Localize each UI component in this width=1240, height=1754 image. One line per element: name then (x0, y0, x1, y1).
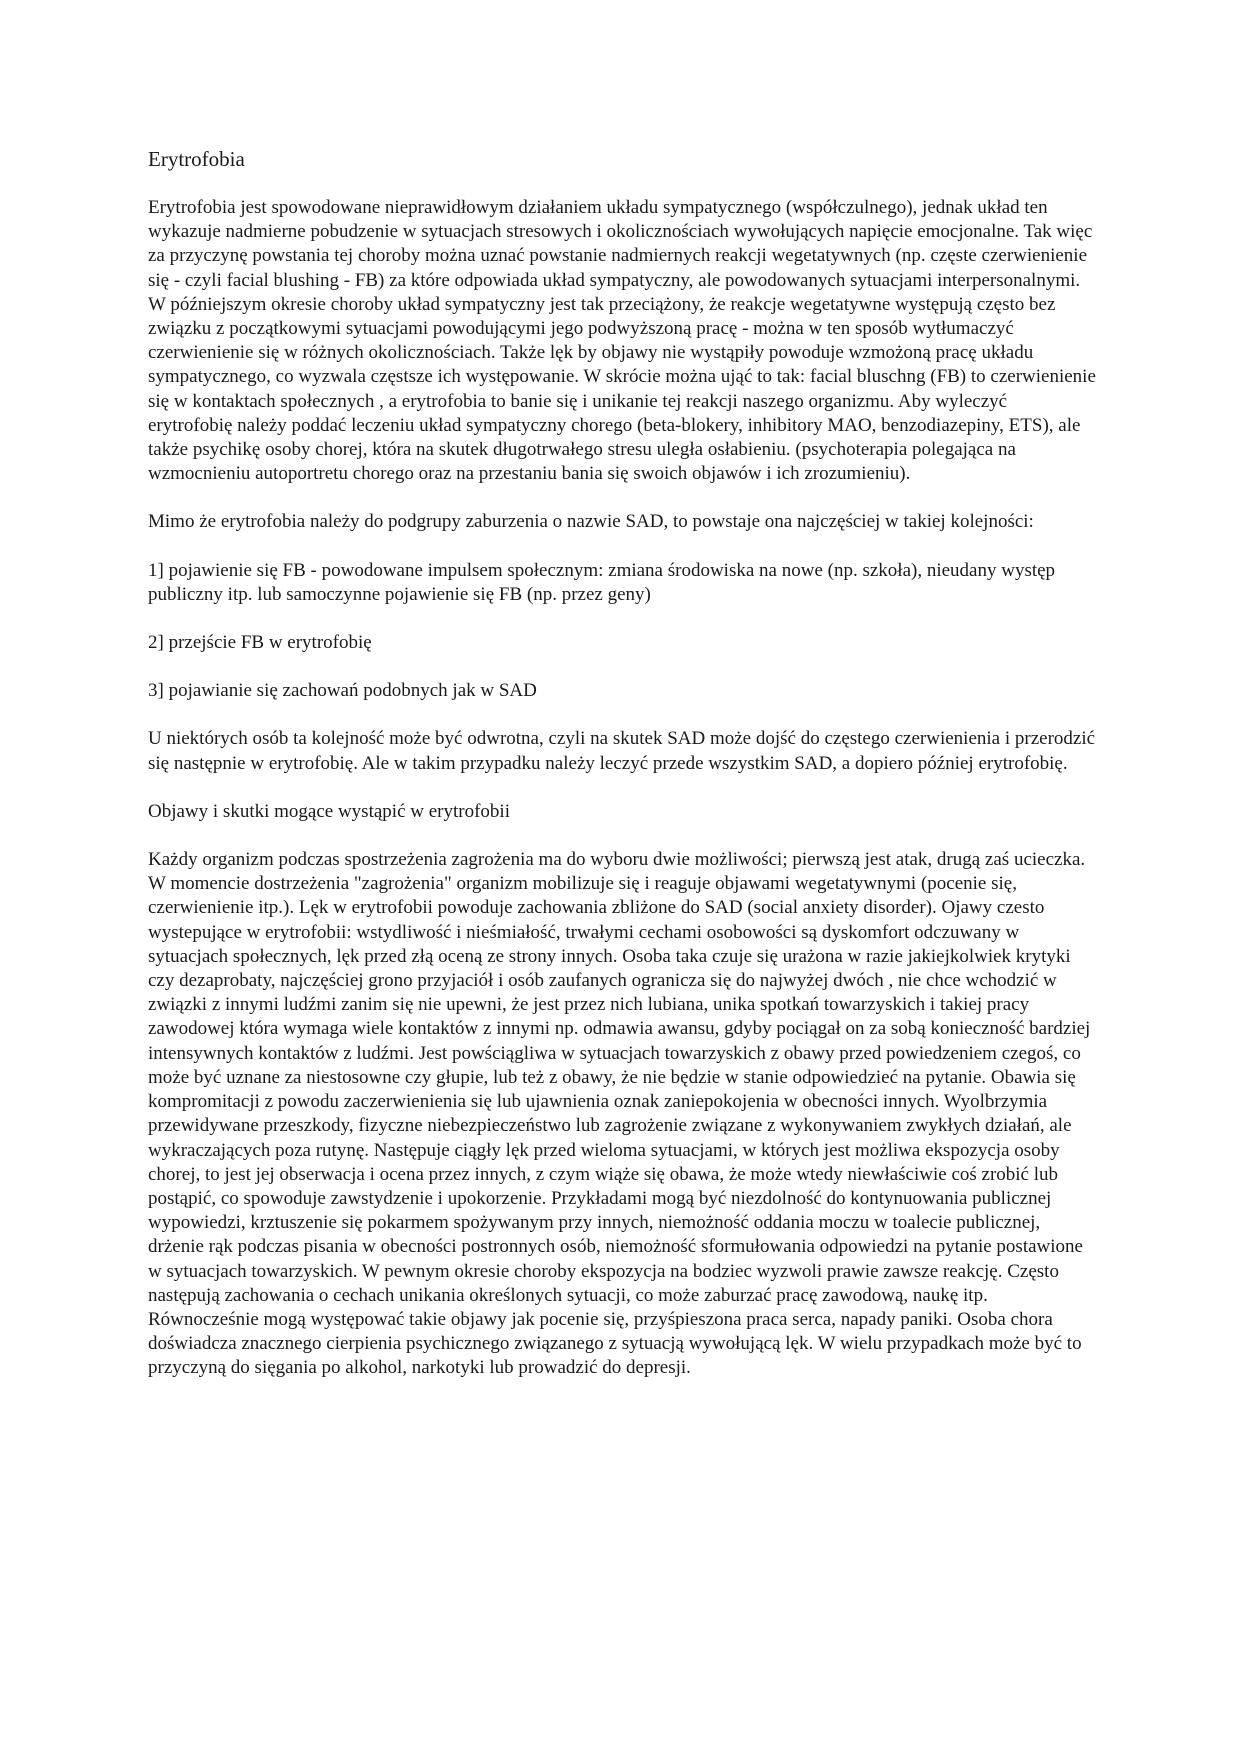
paragraph-symptoms: Każdy organizm podczas spostrzeżenia zagrożenia ma do wyboru dwie możliwości; pierwszą jest atak, drugą zaś ucieczka. W momencie dostrzeżenia "zagrożenia" organizm mobilizuje się i reaguje objawami wegetatywnymi (pocenie się, czerwienienie itp.). Lęk w erytrofobii powoduje zachowania zbliżone do SAD (social anxiety disorder). Ojawy czesto wystepujące w erytrofobii: wstydliwość i nieśmiałość, trwałymi cechami osobowości są dyskomfort odczuwany w sytuacjach społecznych, lęk przed złą oceną ze strony innych. Osoba taka czuje się urażona w razie jakiejkolwiek krytyki czy dezaprobaty, najczęściej grono przyjaciół i osób zaufanych ogranicza się do najwyżej dwóch , nie chce wchodzić w związki z innymi ludźmi zanim się nie upewni, że jest przez nich lubiana, unika spotkań towarzyskich i takiej pracy zawodowej która wymaga wiele kontaktów z innymi np. odmawia awansu, gdyby pociągał on za sobą konieczność bardziej intensywnych kontaktów z ludźmi. Jest powściągliwa w sytuacjach towarzyskich z obawy przed powiedzeniem czegoś, co może być uznane za niestosowne czy głupie, lub też z obawy, że nie będzie w stanie odpowiedzieć na pytanie. Obawia się kompromitacji z powodu zaczerwienienia się lub ujawnienia oznak zaniepokojenia w obecności innych. Wyolbrzymia przewidywane przeszkody, fizyczne niebezpieczeństwo lub zagrożenie związane z wykonywaniem zwykłych działań, ale wykraczających poza rutynę. Następuje ciągły lęk przed wieloma sytuacjami, w których jest możliwa ekspozycja osoby chorej, to jest jej obserwacja i ocena przez innych, z czym wiąże się obawa, że może wtedy niewłaściwie coś zrobić lub postąpić, co spowoduje zawstydzenie i upokorzenie. Przykładami mogą być niezdolność do kontynuowania publicznej wypowiedzi, krztuszenie się pokarmem spożywanym przy innych, niemożność oddania moczu w toalecie publicznej, drżenie rąk podczas pisania w obecności postronnych osób, niemożność sformułowania odpowiedzi na pytanie postawione w sytuacjach towarzyskich. W pewnym okresie choroby ekspozycja na bodziec wyzwoli prawie zawsze reakcję. Często następują zachowania o cechach unikania określonych sytuacji, co może zaburzać pracę zawodową, naukę itp. Równocześnie mogą występować takie objawy jak pocenie się, przyśpieszona praca serca, napady paniki. Osoba chora doświadcza znacznego cierpienia psychicznego związanego z sytuacją wywołującą lęk. W wielu przypadkach może być to przyczyną do sięgania po alkohol, narkotyki lub prowadzić do depresji. (148, 849, 1091, 1379)
paragraph-intro: Erytrofobia jest spowodowane nieprawidłowym działaniem układu sympatycznego (współczulnego), jednak układ ten wykazuje nadmierne pobudzenie w sytuacjach stresowych i okolicznościach wywołujących napięcie emocjonalne. Tak więc za przyczynę powstania tej choroby można uznać powstanie nadmiernych reakcji wegetatywnych (np. częste czerwienienie się - czyli facial blushing - FB) za które odpowiada układ sympatyczny, ale powodowanych sytuacjami interpersonalnymi. W późniejszym okresie choroby układ sympatyczny jest tak przeciążony, że reakcje wegetatywne występują często bez związku z początkowymi sytuacjami powodującymi jego podwyższoną pracę - można w ten sposób wytłumaczyć czerwienienie się w różnych okolicznościach. Także lęk by objawy nie wystąpiły powoduje wzmożoną pracę układu sympatycznego, co wyzwala częstsze ich występowanie. W skrócie można ująć to tak: facial bluschng (FB) to czerwienienie się w kontaktach społecznych , a erytrofobia to banie się i unikanie tej reakcji naszego organizmu. Aby wyleczyć erytrofobię należy poddać leczeniu układ sympatyczny chorego (beta-blokery, inhibitory MAO, benzodiazepiny, ETS), ale także psychikę osoby chorej, która na skutek długotrwałego stresu uległa osłabieniu. (psychoterapia polegająca na wzmocnieniu autoportretu chorego oraz na przestaniu bania się swoich objawów i ich zrozumieniu). (148, 197, 1096, 485)
document-title: Erytrofobia (148, 147, 245, 171)
paragraph-sequence: Mimo że erytrofobia należy do podgrupy zaburzenia o nazwie SAD, to powstaje ona najczęściej w takiej kolejności: (148, 511, 1034, 533)
document-page (148, 146, 1096, 1405)
paragraph-reverse-order: U niektórych osób ta kolejność może być odwrotna, czyli na skutek SAD może dojść do częstego czerwienienia i przerodzić się następnie w erytrofobię. Ale w takim przypadku należy leczyć przede wszystkim SAD, a dopiero później erytrofobię. (148, 728, 1096, 774)
list-item-1: 1] pojawienie się FB - powodowane impulsem społecznym: zmiana środowiska na nowe (np. szkoła), nieudany występ publiczny itp. lub samoczynne pojawienie się FB (np. przez geny) (148, 559, 1056, 605)
list-item-2: 2] przejście FB w erytrofobię (148, 632, 372, 654)
section-heading-symptoms: Objawy i skutki mogące wystąpić w erytrofobii (148, 800, 510, 822)
list-item-3: 3] pojawianie się zachowań podobnych jak w SAD (148, 680, 537, 702)
